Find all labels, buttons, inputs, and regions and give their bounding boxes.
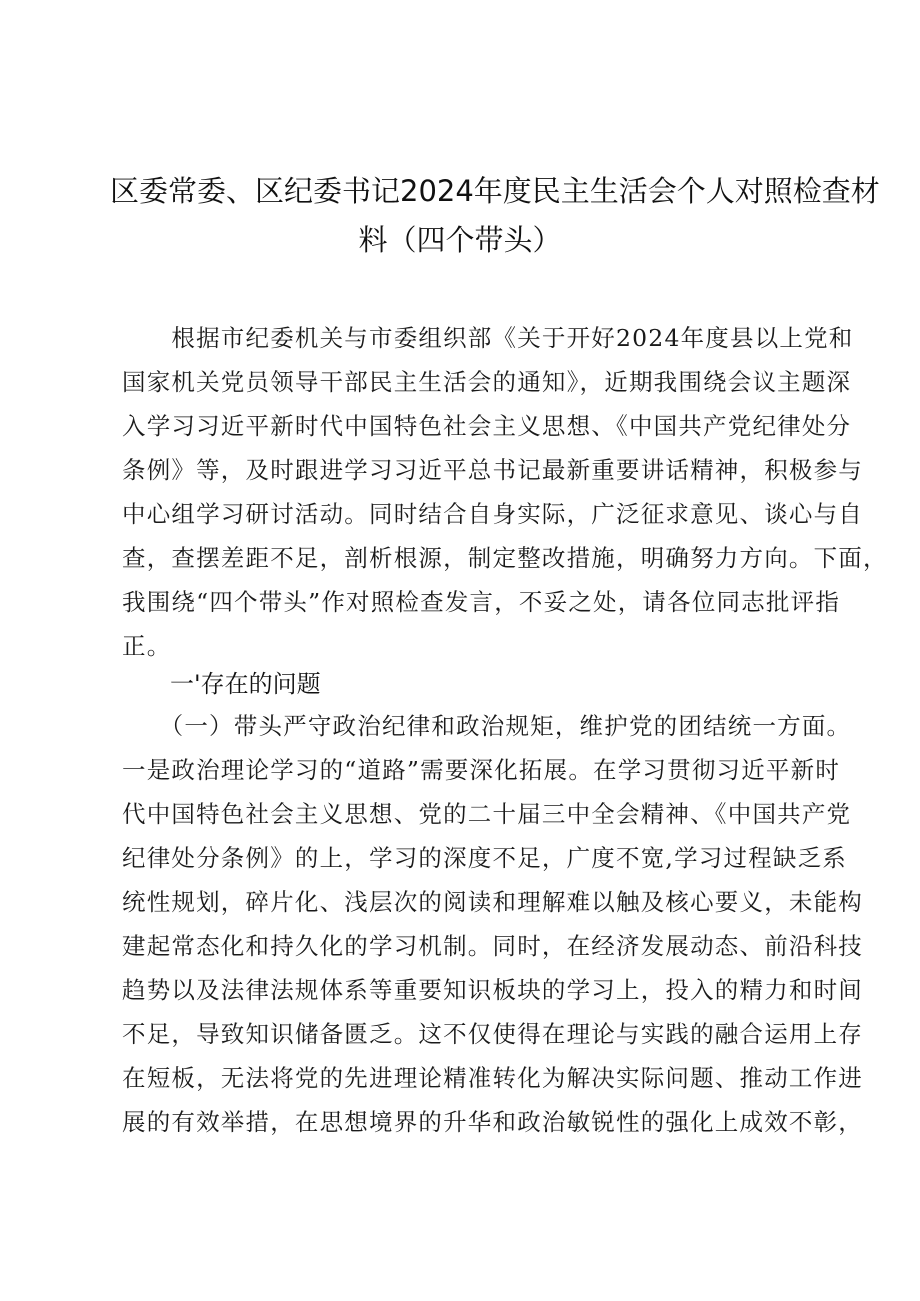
intro-line: 查，查摆差距不足，剖析根源，制定整改措施，明确努力方向。下面， — [122, 544, 888, 572]
document-title-line-2: 料（四个带头） — [358, 223, 562, 257]
intro-line: 条例》等，及时跟进学习习近平总书记最新重要讲话精神，积极参与 — [122, 456, 863, 484]
section-line: 展的有效举措，在思想境界的升华和政治敏锐性的强化上成效不彰， — [122, 1108, 863, 1136]
section-line: （一）带头严守政治纪律和政治规矩，维护党的团结统一方面。 — [122, 712, 852, 740]
section-line: 代中国特色社会主义思想、党的二十届三中全会精神、《中国共产党 — [122, 800, 852, 828]
section-line: 纪律处分条例》的上，学习的深度不足，广度不宽,学习过程缺乏系 — [122, 844, 847, 872]
section-line: 统性规划，碎片化、浅层次的阅读和理解难以触及核心要义，未能构 — [122, 888, 863, 916]
intro-line: 根据市纪委机关与市委组织部《关于开好2024年度县以上党和 — [122, 324, 854, 352]
section-line: 不足，导致知识储备匮乏。这不仅使得在理论与实践的融合运用上存 — [122, 1020, 863, 1048]
intro-line: 正。 — [122, 632, 172, 660]
section-line: 建起常态化和持久化的学习机制。同时，在经济发展动态、前沿科技 — [122, 932, 863, 960]
section-line: 一是政治理论学习的“道路”需要深化拓展。在学习贯彻习近平新时 — [122, 756, 841, 784]
intro-line: 中心组学习研讨活动。同时结合自身实际，广泛征求意见、谈心与自 — [122, 500, 863, 528]
section-line: 在短板，无法将党的先进理论精准转化为解决实际问题、推动工作进 — [122, 1064, 863, 1092]
intro-line: 我围绕“四个带头”作对照检查发言，不妥之处，请各位同志批评指 — [122, 588, 841, 616]
section-heading: 一'存在的问题 — [170, 670, 321, 698]
document-title-line-1: 区委常委、区纪委书记2024年度民主生活会个人对照检查材 — [110, 174, 880, 208]
intro-line: 入学习习近平新时代中国特色社会主义思想、《中国共产党纪律处分 — [122, 412, 852, 440]
section-line: 趋势以及法律法规体系等重要知识板块的学习上，投入的精力和时间 — [122, 976, 863, 1004]
intro-line: 国家机关党员领导干部民主生活会的通知》，近期我围绕会议主题深 — [122, 368, 852, 396]
